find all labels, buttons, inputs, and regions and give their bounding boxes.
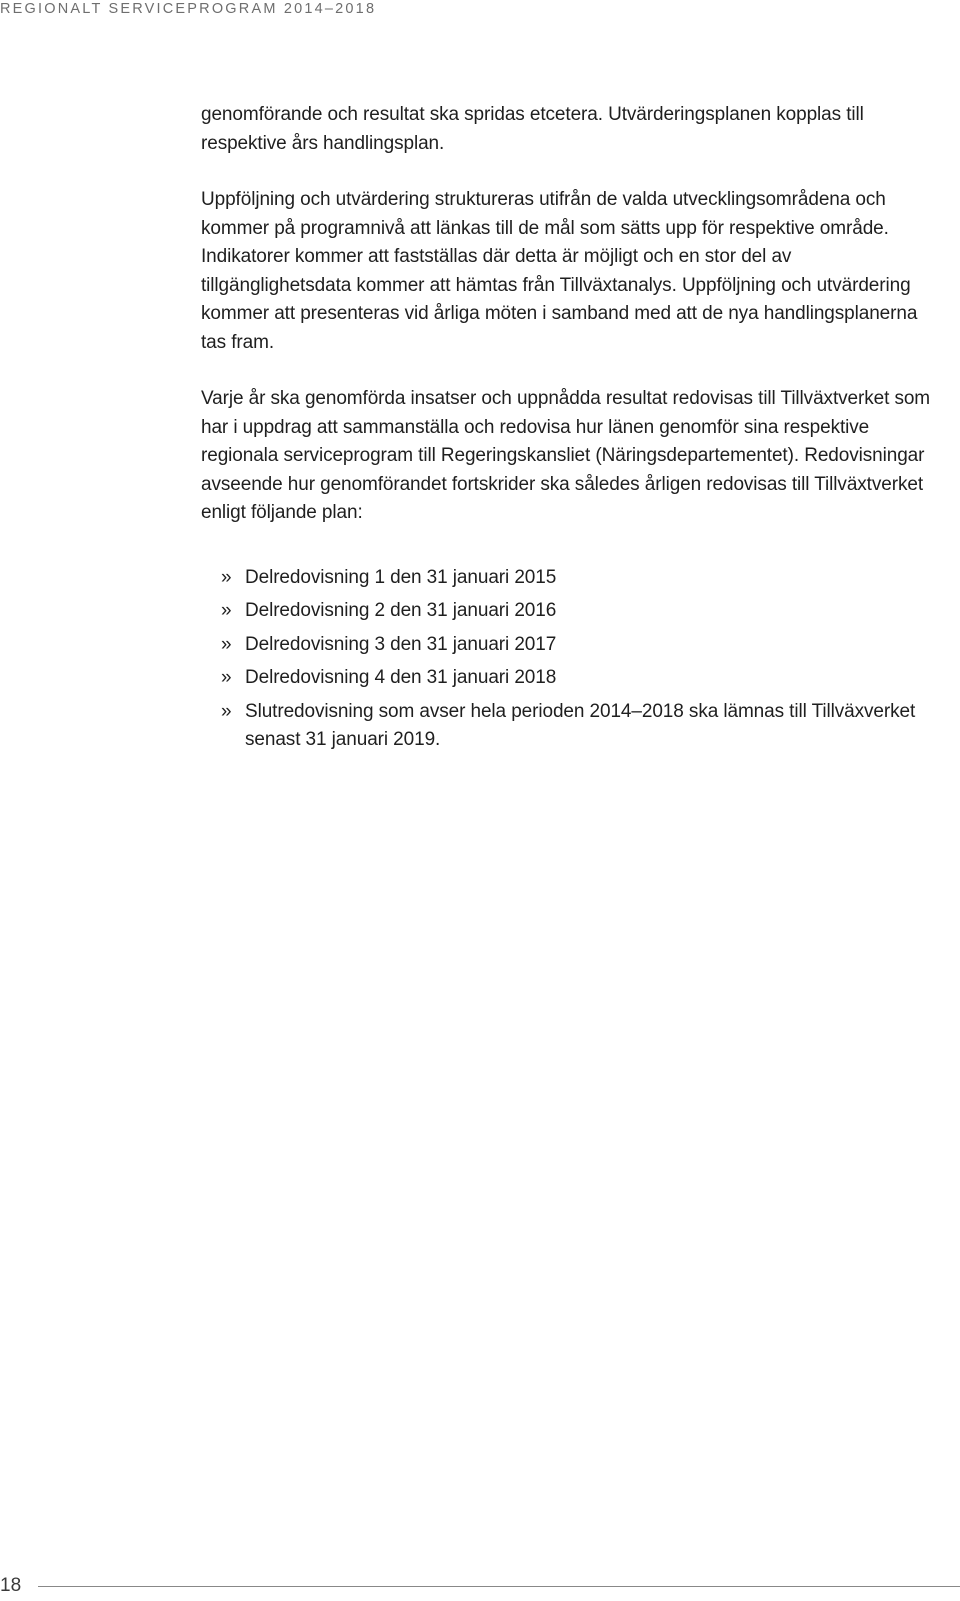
bullet-marker: » (221, 700, 232, 722)
bullet-marker: » (221, 566, 232, 588)
body-text (201, 101, 931, 760)
list-item-text: Delredovisning 2 den 31 januari 2016 (245, 600, 557, 621)
paragraph: Varje år ska genomförda insatser och uppnådda resultat redovisas till Tillväxtverket som har i uppdrag att sammanställa och redovisa hur länen genomför sina respektive regionala serviceprogram till Regeringskansliet (Näringsdepartementet). Redovisningar avseende hur genomförandet fortskrider ska således årligen redovisas till Tillväxtverket enligt följande plan: (201, 388, 931, 523)
list-item-text: Delredovisning 3 den 31 januari 2017 (245, 633, 557, 655)
list-item-text: Slutredovisning som avser hela perioden 2014–2018 ska lämnas till Tillväxverket senast 31 januari 2019. (245, 700, 916, 750)
list-item-text: Delredovisning 1 den 31 januari 2015 (245, 566, 557, 588)
paragraph: Uppföljning och utvärdering struktureras utifrån de valda utvecklingsområdena och kommer på programnivå att länkas till de mål som sätts upp för respektive område. Indikatorer kommer att fastställas där detta är möjligt och en stor del av tillgänglighetsdata kommer att hämtas från Tillväxtanalys. Uppföljning och utvärdering kommer att presenteras vid årliga möten i samband med att de nya handlingsplanerna tas fram. (201, 189, 918, 353)
list-item (201, 664, 931, 693)
reporting-plan-list (201, 564, 931, 755)
footer-divider (38, 1586, 960, 1587)
list-item-text: Delredovisning 4 den 31 januari 2018 (245, 667, 557, 688)
bullet-marker: » (221, 667, 232, 688)
running-header: REGIONALT SERVICEPROGRAM 2014–2018 (0, 1, 377, 17)
list-item (201, 597, 931, 626)
list-item (201, 698, 931, 755)
page-footer (0, 1575, 960, 1597)
bullet-marker: » (221, 633, 232, 655)
list-item (201, 631, 931, 660)
paragraph: genomförande och resultat ska spridas etcetera. Utvärderingsplanen kopplas till respektive års handlingsplan. (201, 104, 864, 154)
list-item (201, 564, 931, 593)
page-number: 18 (0, 1575, 22, 1596)
bullet-marker: » (221, 600, 232, 621)
